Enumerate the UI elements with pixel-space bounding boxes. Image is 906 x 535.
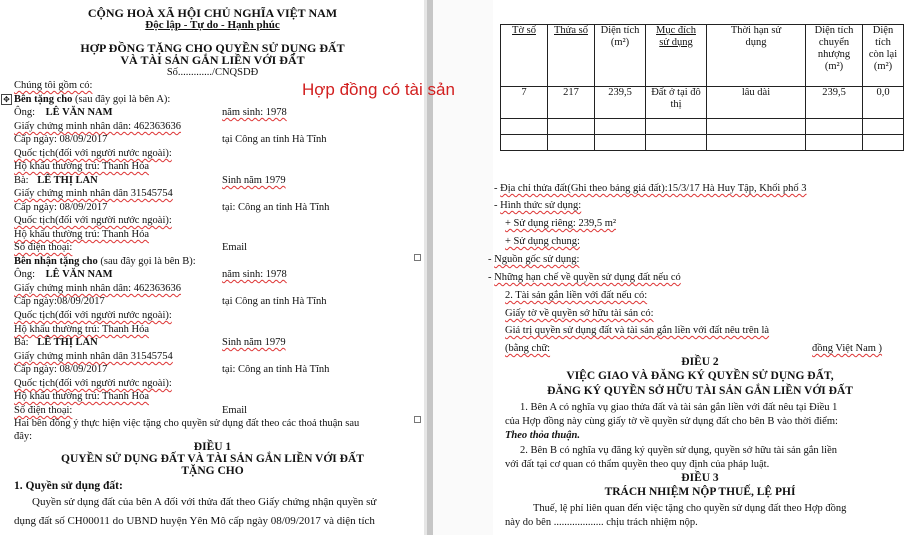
side-b-mrs-residence: Hộ khẩu thường trú: Thanh Hóa	[14, 391, 149, 402]
header-text: Diện tích	[814, 25, 854, 36]
header-text: (m²)	[610, 37, 630, 48]
side-b-suffix: (sau đây gọi là bên B):	[97, 256, 196, 267]
article1-heading: ĐIỀU 1	[193, 441, 232, 453]
mrs-prefix: Bà:	[14, 337, 29, 348]
side-b-mr-name	[14, 269, 113, 280]
land-right-para-line2: dụng đất số CH00011 do UBND huyện Yên Mô cấp ngày 08/09/2017 và diện tích	[14, 515, 375, 527]
mrs-name: LÊ THỊ LAN	[37, 175, 98, 186]
header-text: sử dụng	[659, 37, 693, 48]
side-a-email: Email	[222, 242, 248, 253]
table-cell[interactable]: Đất ở tại đô thị	[646, 87, 707, 119]
private-use: + Sử dụng riêng: 239,5 m²	[505, 218, 617, 229]
side-b-mr-issue-date: Cấp ngày:08/09/2017	[14, 296, 105, 307]
article2-heading: ĐIỀU 2	[681, 356, 719, 368]
side-b-mrs-issue-date: Cấp ngày: 08/09/2017	[14, 364, 108, 375]
resize-handle-icon[interactable]	[414, 416, 421, 423]
table-header-row	[501, 25, 904, 87]
side-b-mrs-nationality: Quốc tịch(đối với người nước ngoài):	[14, 378, 172, 389]
side-a-mr-name	[14, 107, 113, 118]
table-cell[interactable]: 239,5	[595, 87, 646, 119]
table-cell[interactable]	[595, 135, 646, 151]
table-cell[interactable]	[863, 135, 904, 151]
table-row	[501, 135, 904, 151]
side-a-label: Bên tặng cho	[14, 94, 73, 105]
agreement-line1: Hai bên đồng ý thực hiện việc tặng cho quyền sử dụng đất theo các thoả thuận sau	[14, 418, 360, 429]
mrs-prefix: Bà:	[14, 175, 29, 186]
table-cell[interactable]: 0,0	[863, 87, 904, 119]
side-b-mr-issue-place: tại Công an tỉnh Hà Tĩnh	[222, 296, 327, 307]
side-b-mrs-issue-place: tại: Công an tỉnh Hà Tĩnh	[222, 364, 330, 375]
side-a-heading	[14, 94, 170, 105]
table-cell[interactable]	[707, 119, 806, 135]
side-a-mrs-name	[14, 175, 98, 186]
article3-heading: ĐIỀU 3	[681, 472, 719, 484]
parties-intro: Chúng tôi gồm có:	[14, 80, 93, 91]
side-a-mr-residence: Hộ khẩu thường trú: Thanh Hóa	[14, 161, 149, 172]
side-a-mr-issue-place: tại Công an tỉnh Hà Tĩnh	[222, 134, 327, 145]
agreement-line2: đây:	[14, 431, 33, 442]
header-text: nhượng	[817, 49, 851, 60]
article3-line2: này do bên ................... chịu trách nhiệm nộp.	[505, 517, 698, 528]
value-line2-end: đồng Việt Nam )	[812, 343, 883, 354]
mrs-name: LÊ THỊ LAN	[37, 337, 98, 348]
table-cell[interactable]	[548, 119, 595, 135]
table-cell[interactable]	[501, 135, 548, 151]
motto: Độc lập - Tự do - Hạnh phúc	[145, 19, 280, 31]
article2-title-line1: VIỆC GIAO VÀ ĐĂNG KÝ QUYỀN SỬ DỤNG ĐẤT,	[566, 370, 834, 382]
value-line1: Giá trị quyền sử dụng đất và tài sản gắn liền với đất nêu trên là	[505, 325, 770, 336]
header-text: tích	[875, 37, 891, 48]
table-cell[interactable]: 239,5	[806, 87, 863, 119]
mr-prefix: Ông:	[14, 107, 35, 118]
section2-heading: 2. Tài sản gắn liền với đất nếu có:	[505, 290, 648, 301]
side-b-mr-nationality: Quốc tịch(đối với người nước ngoài):	[14, 310, 172, 321]
asset-documents: Giấy tờ về quyền sở hữu tài sản có:	[505, 308, 654, 319]
table-row	[501, 119, 904, 135]
article2-para2-line2: với đất tại cơ quan có thẩm quyền theo quy định của pháp luật.	[505, 459, 770, 470]
land-right-para-line1: Quyền sử dụng đất của bên A đối với thửa đất theo Giấy chứng nhận quyền sử	[32, 496, 377, 508]
header-text: Diện	[872, 25, 894, 36]
resize-handle-icon[interactable]	[414, 254, 421, 261]
national-title: CỘNG HOÀ XÃ HỘI CHỦ NGHĨA VIỆT NAM	[87, 6, 338, 20]
side-a-suffix: (sau đây gọi là bên A):	[72, 94, 171, 105]
usage-limits: - Những hạn chế về quyền sử dụng đất nếu có	[488, 272, 681, 283]
article3-line1: Thuế, lệ phí liên quan đến việc tặng cho quyền sử dụng đất theo Hợp đồng	[533, 503, 847, 514]
table-cell[interactable]	[707, 135, 806, 151]
side-a-phone: Số điện thoại:	[14, 242, 73, 253]
table-cell[interactable]: 7	[501, 87, 548, 119]
mr-name: LÊ VĂN NAM	[45, 107, 113, 118]
land-table	[500, 24, 904, 151]
usage-origin-text: Nguồn gốc sử dụng:	[494, 254, 580, 265]
side-a-mrs-nationality: Quốc tịch(đối với người nước ngoài):	[14, 215, 172, 226]
header-plot-no	[548, 25, 595, 87]
side-b-email: Email	[222, 405, 248, 416]
header-sheet-no	[501, 25, 548, 87]
table-cell[interactable]	[646, 119, 707, 135]
side-b-label: Bên nhận tặng cho	[14, 256, 98, 267]
address-text: Địa chỉ thửa đất(Ghi theo bảng giá đất):15/3/17 Hà Huy Tập, Khối phố 3	[500, 183, 807, 194]
header-text: Tờ số	[512, 25, 536, 36]
side-a-mrs-birth: Sinh năm 1979	[222, 175, 286, 186]
header-text: Diện tích	[600, 25, 640, 36]
shared-use: + Sử dụng chung:	[505, 236, 580, 247]
section1-heading: 1. Quyền sử dụng đất:	[14, 480, 123, 492]
table-cell[interactable]	[595, 119, 646, 135]
usage-form-text: Hình thức sử dụng:	[500, 200, 582, 211]
article2-para1-line3: Theo thỏa thuận.	[505, 430, 580, 441]
article2-para1-line1: 1. Bên A có nghĩa vụ giao thửa đất và tài sản gắn liền với đất nêu tại Điều 1	[520, 402, 838, 413]
header-text: (m²)	[824, 61, 844, 72]
header-remaining-area	[863, 25, 904, 87]
side-a-mr-issue-date: Cấp ngày: 08/09/2017	[14, 134, 108, 145]
side-a-mrs-issue-place: tại: Công an tỉnh Hà Tĩnh	[222, 202, 330, 213]
table-row	[501, 87, 904, 119]
table-cell[interactable]	[501, 119, 548, 135]
header-text: Thời hạn sử	[730, 25, 782, 36]
side-a-mrs-id: Giấy chứng minh nhân dân 31545754	[14, 188, 173, 199]
header-text: còn lại	[868, 49, 898, 60]
side-b-mrs-birth: Sinh năm 1979	[222, 337, 286, 348]
side-b-mr-birth: năm sinh: 1978	[222, 269, 287, 280]
usage-form: - Hình thức sử dụng:	[494, 200, 582, 211]
side-b-mrs-name	[14, 337, 98, 348]
article2-title-line2: ĐĂNG KÝ QUYỀN SỞ HỮU TÀI SẢN GẮN LIỀN VỚI ĐẤT	[547, 385, 853, 397]
header-text: dụng	[745, 37, 767, 48]
side-b-mr-residence: Hộ khẩu thường trú: Thanh Hóa	[14, 324, 149, 335]
contract-title-line2: VÀ TÀI SẢN GẮN LIỀN VỚI ĐẤT	[120, 53, 305, 67]
side-a-mr-nationality: Quốc tịch(đối với người nước ngoài):	[14, 148, 172, 159]
side-a-mrs-residence: Hộ khẩu thường trú: Thanh Hóa	[14, 229, 149, 240]
header-area	[595, 25, 646, 87]
article1-title-line2: TẶNG CHO	[181, 465, 244, 477]
table-cell[interactable]	[806, 119, 863, 135]
side-a-mrs-issue-date: Cấp ngày: 08/09/2017	[14, 202, 108, 213]
table-move-handle-icon[interactable]: ✥	[1, 94, 12, 105]
side-a-mr-birth: năm sinh: 1978	[222, 107, 287, 118]
side-b-mr-id: Giấy chứng minh nhân dân: 462363636	[14, 283, 181, 294]
header-text: chuyển	[818, 37, 850, 48]
mr-prefix: Ông:	[14, 269, 35, 280]
header-text: (m²)	[873, 61, 893, 72]
table-cell[interactable]: 217	[548, 87, 595, 119]
table-cell[interactable]	[806, 135, 863, 151]
side-b-phone: Số điện thoại:	[14, 405, 73, 416]
side-b-heading	[14, 256, 196, 267]
table-cell[interactable]	[646, 135, 707, 151]
header-term	[707, 25, 806, 87]
table-cell[interactable]: lâu dài	[707, 87, 806, 119]
overlay-label: Hợp đồng có tài sản	[302, 80, 455, 99]
header-transfer-area	[806, 25, 863, 87]
contract-title-line1: HỢP ĐỒNG TẶNG CHO QUYỀN SỬ DỤNG ĐẤT	[80, 41, 345, 55]
value-line2-start: (bằng chữ:	[505, 343, 551, 354]
article2-para2-line1: 2. Bên B có nghĩa vụ đăng ký quyền sử dụng, quyền sở hữu tài sản gắn liền	[520, 445, 838, 456]
usage-origin: - Nguồn gốc sử dụng:	[488, 254, 580, 265]
article3-title: TRÁCH NHIỆM NỘP THUẾ, LỆ PHÍ	[604, 486, 796, 498]
article1-title-line1: QUYỀN SỬ DỤNG ĐẤT VÀ TÀI SẢN GẮN LIỀN VỚI ĐẤT	[61, 453, 364, 465]
side-b-mrs-id: Giấy chứng minh nhân dân 31545754	[14, 351, 173, 362]
header-text: Thửa số	[554, 25, 588, 36]
article2-para1-line2: của Hợp đồng này cùng giấy tờ về quyền sử dụng đất cho bên B vào thời điểm:	[505, 416, 838, 427]
table-cell[interactable]	[863, 119, 904, 135]
usage-limits-text: Những hạn chế về quyền sử dụng đất nếu có	[494, 272, 681, 283]
address-line: - Địa chỉ thửa đất(Ghi theo bảng giá đất):15/3/17 Hà Huy Tập, Khối phố 3	[494, 183, 807, 194]
header-purpose	[646, 25, 707, 87]
table-cell[interactable]	[548, 135, 595, 151]
side-a-mr-id: Giấy chứng minh nhân dân: 462363636	[14, 121, 181, 132]
mr-name: LÊ VĂN NAM	[45, 269, 113, 280]
header-text: Mục đích	[656, 25, 696, 36]
contract-number: Số............./CNQSDĐ	[166, 67, 259, 78]
